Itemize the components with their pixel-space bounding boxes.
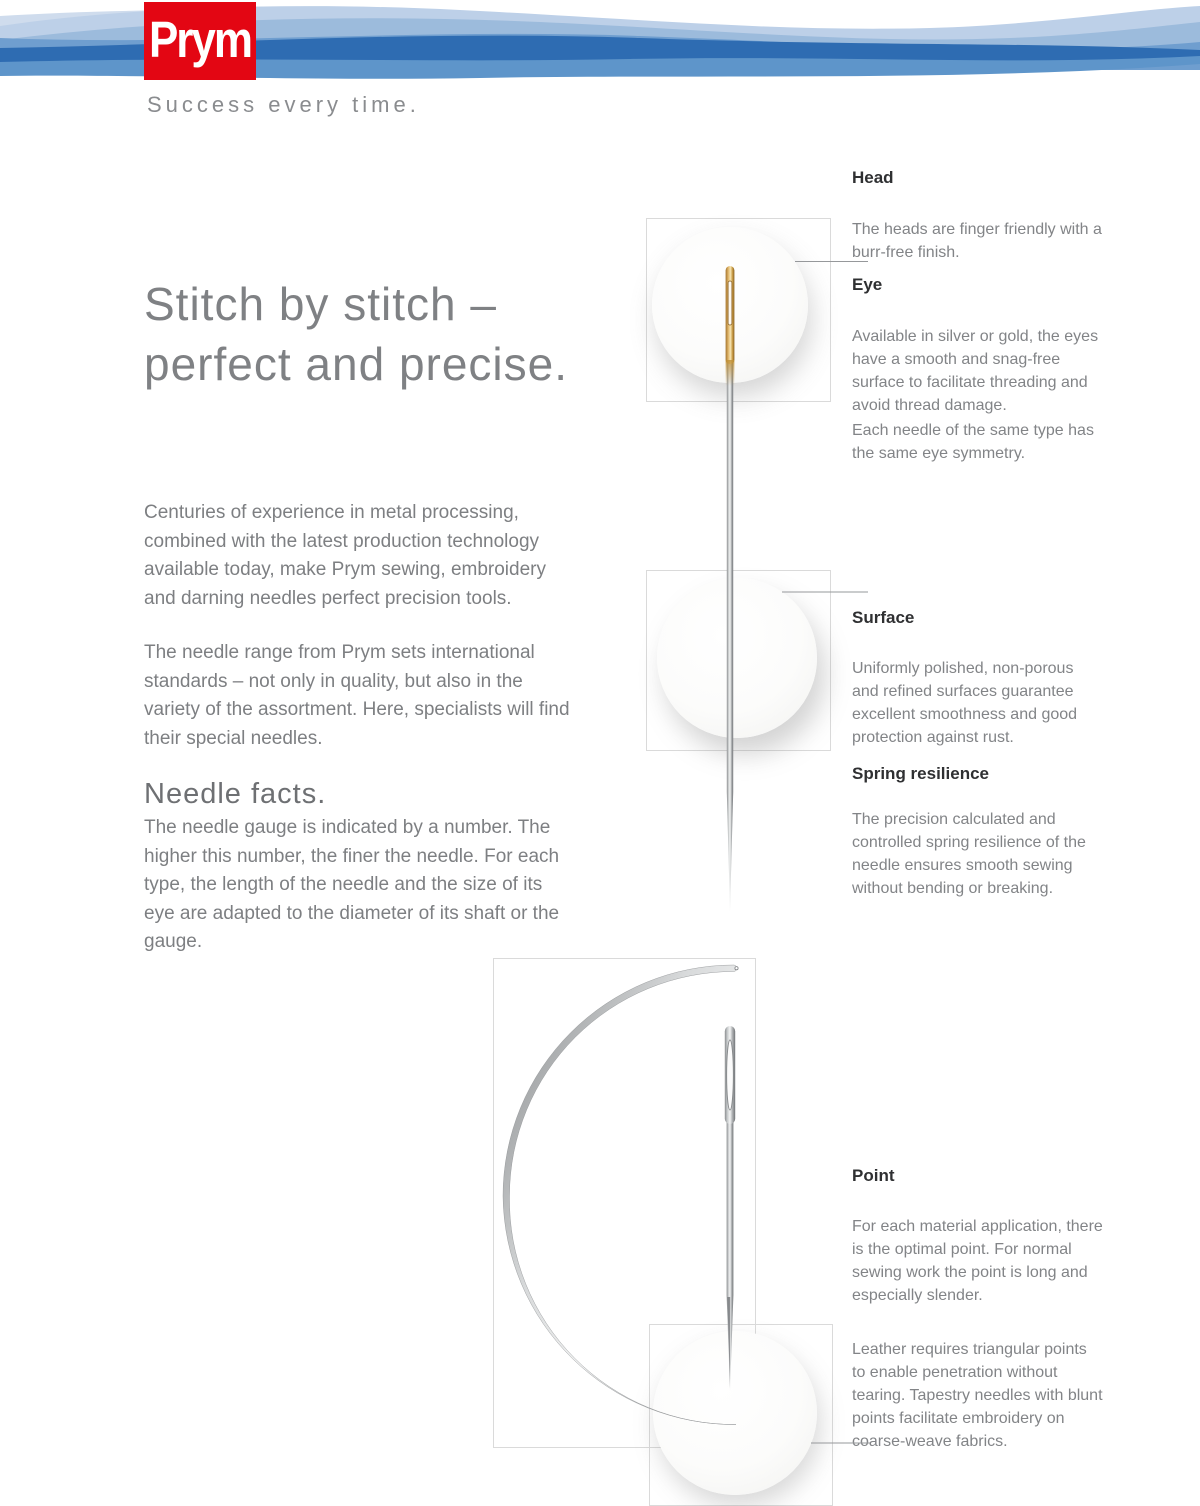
annotation-text-eye-1: Available in silver or gold, the eyes have a smooth and snag-free surface to facilitate threading and avoid thread damage.	[852, 328, 1099, 414]
page-title-line1: Stitch by stitch –	[144, 278, 497, 330]
annotation-text-surface: Uniformly polished, non-porous and refined surfaces guarantee excellent smoothness and good protection against rust.	[852, 660, 1078, 746]
annotation-label-surface: Surface	[852, 608, 915, 627]
prym-logo	[144, 2, 256, 80]
annotation-text-point-1: For each material application, there is the optimal point. For normal sewing work the point is long and especially slender.	[852, 1218, 1103, 1304]
intro-paragraph-1: Centuries of experience in metal processing, combined with the latest production technology available today, make Prym sewing, embroidery and darning needles perfect precision tools.	[144, 502, 546, 609]
annotation-label-head: Head	[852, 168, 894, 187]
annotation-label-point: Point	[852, 1166, 895, 1185]
annotation-text-spring-resilience: The precision calculated and controlled spring resilience of the needle ensures smooth sewing without bending or breaking.	[852, 811, 1086, 897]
brand-tagline: Success every time.	[147, 92, 420, 117]
intro-paragraph-2: The needle range from Prym sets international standards – not only in quality, but also in the variety of the assortment. Here, specialists will find their special needles.	[144, 642, 570, 749]
annotation-label-spring-resilience: Spring resilience	[852, 764, 989, 783]
point-magnifier-circle	[653, 1331, 817, 1495]
head-magnifier-circle	[652, 227, 808, 383]
annotation-text-head: The heads are finger friendly with a burr-free finish.	[852, 221, 1102, 261]
prym-logo-text: Prym	[148, 12, 252, 69]
surface-magnifier-circle	[657, 578, 817, 738]
page-title-line2: perfect and precise.	[144, 338, 569, 390]
silver-needle-eye	[727, 1040, 734, 1110]
annotation-text-eye-2: Each needle of the same type has the same eye symmetry.	[852, 422, 1094, 462]
needle-facts-body: The needle gauge is indicated by a number. The higher this number, the finer the needle. For each type, the length of the needle and the size of its eye are adapted to the diameter of its shaft or the gauge.	[144, 817, 560, 952]
curved-needle-eye	[735, 967, 738, 970]
annotation-label-eye: Eye	[852, 275, 883, 294]
needle-facts-heading: Needle facts.	[144, 778, 327, 811]
annotation-text-point-2: Leather requires triangular points to enable penetration without tearing. Tapestry needles with blunt points facilitate embroidery on coarse-weave fabrics.	[852, 1341, 1103, 1450]
page-title	[144, 274, 664, 394]
